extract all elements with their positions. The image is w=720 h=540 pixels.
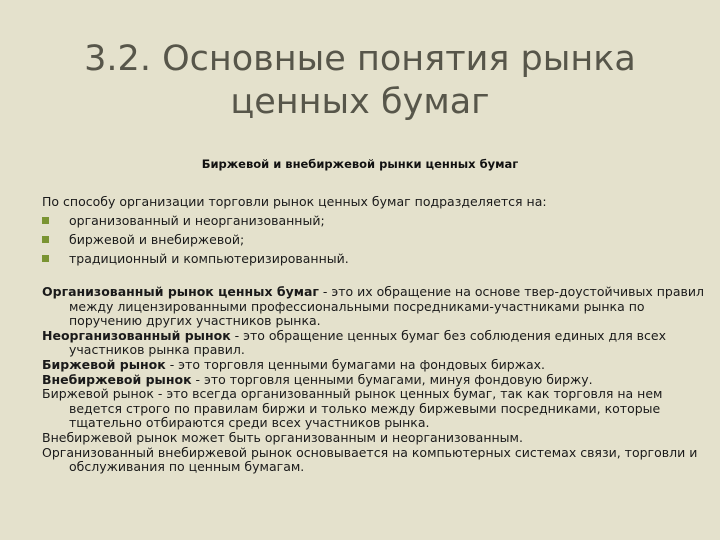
definition-text: Организованный внебиржевой рынок основывается на компьютерных системах связи, торговли и обслуживания по ценным бумагам.: [42, 444, 698, 475]
definition-term: Биржевой рынок: [42, 356, 166, 372]
square-bullet-icon: [42, 255, 49, 262]
square-bullet-icon: [42, 236, 49, 243]
definition-text: - это обращение ценных бумаг без соблюдения единых для всех участников рынка правил.: [69, 327, 667, 358]
definition-term: Внебиржевой рынок: [42, 371, 192, 387]
definition-text: Внебиржевой рынок может быть организованным и неорганизованным.: [42, 429, 523, 445]
definition-term: Неорганизованный рынок: [42, 327, 231, 343]
bullet-list: [42, 211, 702, 268]
intro-lead: По способу организации торговли рынок ценных бумаг подразделяется на:: [42, 194, 547, 209]
page-title: [60, 38, 660, 124]
list-item-text: организованный и неорганизованный;: [69, 213, 325, 228]
list-item: [42, 249, 702, 268]
definition-paragraph: [42, 387, 712, 431]
list-item-text: традиционный и компьютеризированный.: [69, 251, 349, 266]
subtitle: Биржевой и внебиржевой рынки ценных бумаг: [201, 157, 519, 171]
definition-paragraph: [42, 373, 712, 388]
definition-term: Организованный рынок ценных бумаг: [42, 284, 319, 299]
definition-text: - это их обращение на основе твер-доустойчивых правил между лицензированными профессиональными посредниками-участниками рынка по поручению других участников рынка.: [69, 284, 704, 329]
definition-paragraph: [42, 285, 712, 329]
definition-paragraph: [42, 431, 712, 446]
square-bullet-icon: [42, 217, 49, 224]
definition-text: - это торговля ценными бумагами, минуя фондовую биржу.: [191, 371, 593, 387]
definition-paragraph: [42, 329, 712, 358]
intro-block: [42, 192, 702, 268]
definition-text: Биржевой рынок - это всегда организованный рынок ценных бумаг, так как торговля на нем ведется строго по правилам биржи и только между биржевыми посредниками, которые тщательно отбираются среди всех участников рынка.: [42, 386, 663, 431]
definition-text: - это торговля ценными бумагами на фондовых биржах.: [165, 356, 546, 372]
title-line-2: ценных бумаг: [230, 82, 490, 122]
list-item: [42, 211, 702, 230]
title-line-1: 3.2. Основные понятия рынка: [84, 39, 636, 79]
list-item: [42, 230, 702, 249]
list-item-text: биржевой и внебиржевой;: [69, 232, 245, 247]
definitions-block: [42, 285, 712, 475]
definition-paragraph: [42, 358, 712, 373]
definition-paragraph: [42, 446, 712, 475]
